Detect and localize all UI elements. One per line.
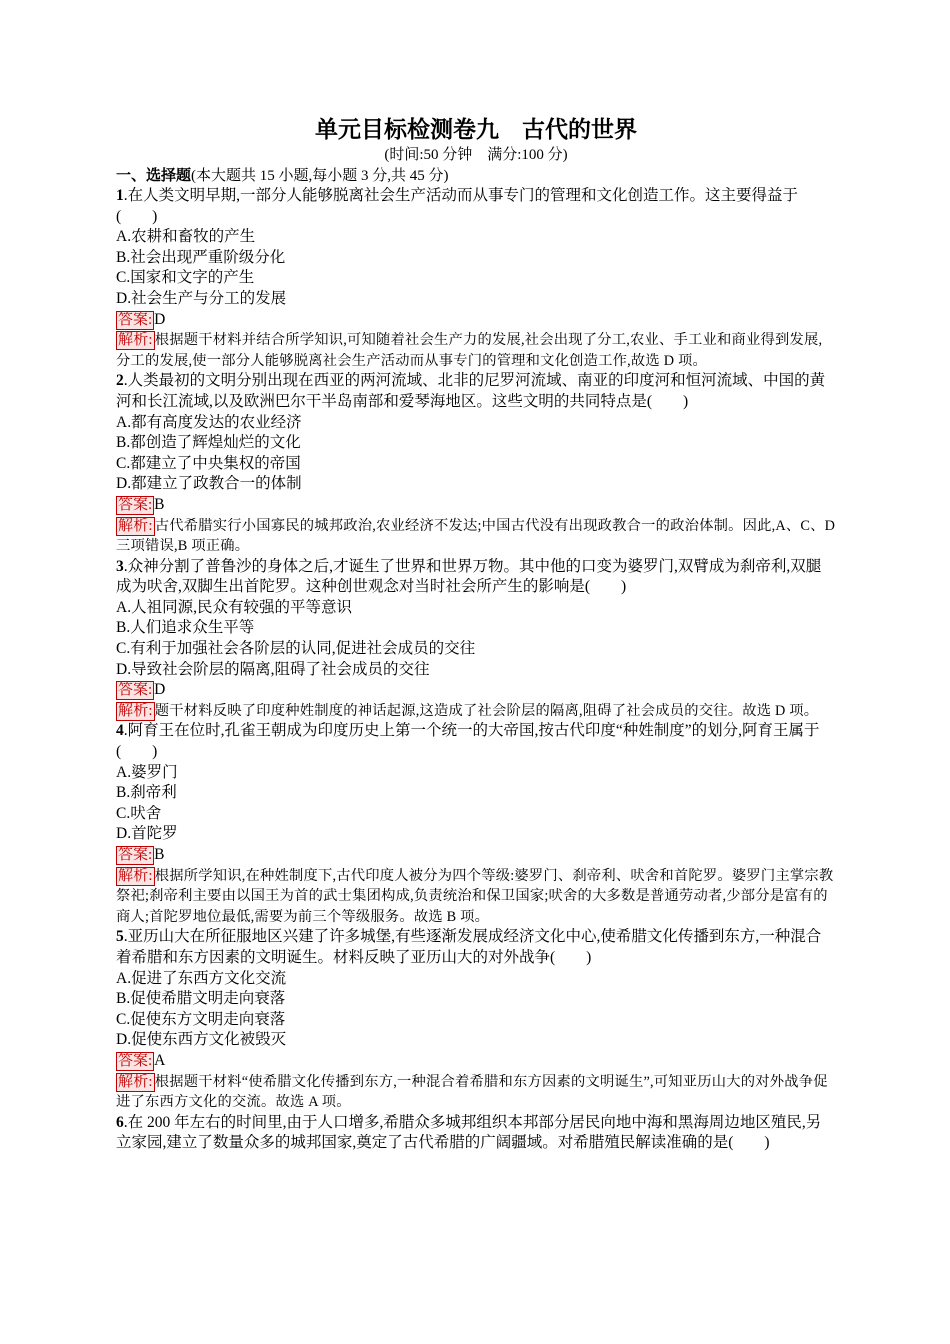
explanation: 解析: 题干材料反映了印度种姓制度的神话起源,这造成了社会阶层的隔离,阻碍了社会成员的交往。故选 D 项。: [118, 702, 819, 719]
answer-value: A: [154, 1051, 166, 1069]
option-a: A.促进了东西方文化交流: [116, 969, 287, 987]
explanation: 解析: 根据题干材料“使希腊文化传播到东方,一种混合着希腊和东方因素的文明诞生”,可知亚历山大的对外战争促进了东西方文化的交流。故选 A 项。: [116, 1073, 828, 1111]
option-d: D.都建立了政教合一的体制: [116, 475, 302, 493]
answer-tag: 答案:: [118, 1052, 153, 1069]
option-b: B.社会出现严重阶级分化: [116, 248, 286, 266]
question-3: [116, 557, 836, 722]
section-heading: [116, 166, 836, 186]
explain-tag: 解析:: [118, 332, 153, 349]
answer-value: B: [154, 495, 165, 513]
question-stem: 3.众神分割了普鲁沙的身体之后,才诞生了世界和世界万物。其中他的口变为婆罗门,双臂成为刹帝利,双腿成为吠舍,双脚生出首陀罗。这种创世观念对当时社会所产生的影响是( ): [116, 557, 822, 596]
answer-tag: 答案:: [118, 682, 153, 699]
section-note: (本大题共 15 小题,每小题 3 分,共 45 分): [191, 168, 449, 184]
option-d: D.促使东西方文化被毁灭: [116, 1031, 287, 1049]
answer-value: D: [154, 681, 166, 699]
question-stem: 4.阿育王在位时,孔雀王朝成为印度历史上第一个统一的大帝国,按古代印度“种姓制度”的划分,阿育王属于( ): [116, 722, 820, 761]
answer-value: B: [154, 846, 165, 863]
option-c: C.都建立了中央集权的帝国: [116, 454, 301, 472]
answer-line: [116, 1051, 836, 1072]
question-6: [116, 1113, 836, 1154]
option-d: D.导致社会阶层的隔离,阻碍了社会成员的交往: [116, 660, 430, 678]
answer-tag: 答案:: [118, 496, 153, 513]
option-c: C.吠舍: [116, 804, 162, 822]
answer-line: [116, 310, 836, 331]
option-c: C.国家和文字的产生: [116, 269, 255, 287]
answer-line: [116, 680, 836, 701]
option-a: A.人祖同源,民众有较强的平等意识: [116, 598, 352, 616]
option-a: A.婆罗门: [116, 763, 178, 781]
option-c: C.有利于加强社会各阶层的认同,促进社会成员的交往: [116, 640, 476, 658]
option-d: D.社会生产与分工的发展: [116, 289, 287, 307]
answer-line: [116, 495, 836, 516]
question-stem: 1.在人类文明早期,一部分人能够脱离社会生产活动而从事专门的管理和文化创造工作。这主要得益于( ): [116, 187, 799, 225]
option-b: B.刹帝利: [116, 784, 177, 802]
option-a: A.都有高度发达的农业经济: [116, 413, 302, 431]
question-5: [116, 927, 836, 1112]
option-b: B.人们追求众生平等: [116, 619, 255, 637]
question-2: [116, 371, 836, 556]
question-1: [116, 186, 836, 371]
question-4: [116, 721, 836, 927]
explain-tag: 解析:: [118, 867, 153, 884]
explanation: 解析: 根据所学知识,在种姓制度下,古代印度人被分为四个等级:婆罗门、刹帝利、吠舍和首陀罗。婆罗门主掌宗教祭祀;刹帝利主要由以国王为首的武士集团构成,负责统治和保卫国家;吠舍的大多数是普通劳动者,少部分是富有的商人;首陀罗地位最低,需要为前三个等级服务。故选 B 项。: [116, 867, 834, 925]
section-label: 一、选择题: [116, 168, 192, 184]
option-b: B.促使希腊文明走向衰落: [116, 990, 286, 1008]
question-stem: 5.亚历山大在所征服地区兴建了许多城堡,有些逐渐发展成经济文化中心,使希腊文化传播到东方,一种混合着希腊和东方因素的文明诞生。材料反映了亚历山大的对外战争( ): [116, 928, 822, 966]
answer-tag: 答案:: [118, 847, 153, 863]
option-a: A.农耕和畜牧的产生: [116, 228, 256, 246]
explanation: 解析: 古代希腊实行小国寡民的城邦政治,农业经济不发达;中国古代没有出现政教合一的政治体制。因此,A、C、D 三项错误,B 项正确。: [116, 517, 836, 555]
option-c: C.促使东方文明走向衰落: [116, 1010, 286, 1028]
answer-line: [116, 845, 836, 866]
answer-tag: 答案:: [118, 311, 153, 328]
explain-tag: 解析:: [118, 702, 153, 719]
document-page: [116, 114, 836, 1154]
question-stem: 2.人类最初的文明分别出现在西亚的两河流域、北非的尼罗河流域、南亚的印度河和恒河流域、中国的黄河和长江流域,以及欧洲巴尔干半岛南部和爱琴海地区。这些文明的共同特点是( ): [116, 372, 826, 410]
page-title: 单元目标检测卷九 古代的世界: [315, 117, 637, 143]
question-stem: 6.在 200 年左右的时间里,由于人口增多,希腊众多城邦组织本邦部分居民向地中海和黑海周边地区殖民,另立家园,建立了数量众多的城邦国家,奠定了古代希腊的广阔疆域。对希腊殖民解读准确的是( ): [116, 1113, 822, 1152]
page-subtitle: (时间:50 分钟 满分:100 分): [384, 147, 568, 163]
option-b: B.都创造了辉煌灿烂的文化: [116, 434, 301, 452]
explain-tag: 解析:: [118, 517, 153, 534]
answer-value: D: [154, 310, 166, 328]
explain-tag: 解析:: [118, 1073, 153, 1090]
option-d: D.首陀罗: [116, 825, 178, 843]
explanation: 解析: 根据题干材料并结合所学知识,可知随着社会生产力的发展,社会出现了分工,农业、手工业和商业得到发展,分工的发展,使一部分人能够脱离社会生产活动而从事专门的管理和文化创造工作,故选 D 项。: [116, 332, 823, 369]
